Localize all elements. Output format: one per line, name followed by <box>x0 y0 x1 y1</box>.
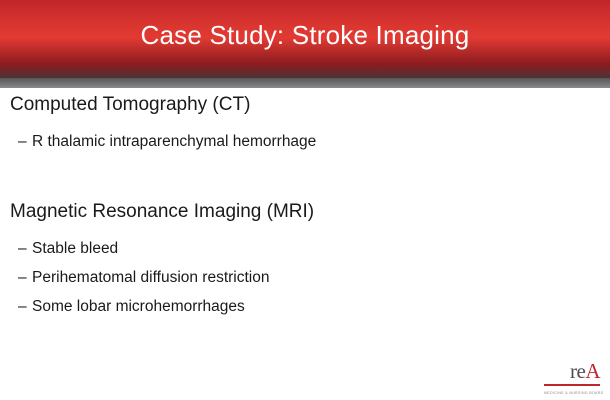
bullet-dash: – <box>18 298 27 315</box>
title-band <box>0 0 610 82</box>
brand-logo-right: A <box>585 359 600 383</box>
title-divider <box>0 78 610 88</box>
list-item <box>18 133 316 151</box>
bullet-dash: – <box>18 133 27 150</box>
slide-body <box>0 88 610 400</box>
section-heading-ct: Computed Tomography (CT) <box>10 94 251 115</box>
brand-logo-underline <box>544 384 600 386</box>
bullet-dash: – <box>18 240 27 257</box>
list-item-label: Stable bleed <box>32 240 119 257</box>
brand-logo <box>570 361 600 382</box>
list-item-label: R thalamic intraparenchymal hemorrhage <box>32 133 317 150</box>
list-item-label: Perihematomal diffusion restriction <box>32 269 270 286</box>
section-heading-mri: Magnetic Resonance Imaging (MRI) <box>10 201 315 222</box>
list-item-label: Some lobar microhemorrhages <box>32 298 245 315</box>
list-item <box>18 298 245 316</box>
bullet-dash: – <box>18 269 27 286</box>
list-item <box>18 269 270 287</box>
page-title: Case Study: Stroke Imaging <box>140 20 470 50</box>
list-item <box>18 240 118 258</box>
brand-logo-left: re <box>570 359 586 383</box>
brand-logo-tagline: MEDICINE & NURSING BOARD <box>544 391 604 395</box>
